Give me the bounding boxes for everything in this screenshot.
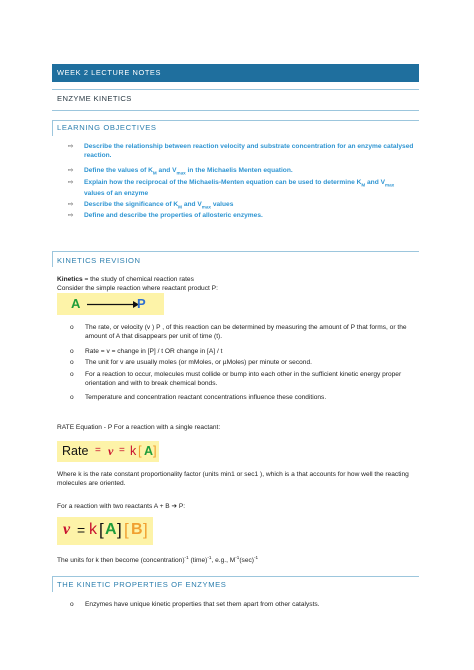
learning-objectives-title: LEARNING OBJECTIVES: [57, 123, 157, 132]
arrow-right-icon: ⇨: [68, 167, 74, 174]
objective-item: [68, 200, 234, 210]
objective-item: [68, 211, 263, 220]
bullet-marker: o: [70, 394, 74, 401]
reactant-a: A: [71, 296, 81, 311]
reactant-a: A: [105, 521, 117, 538]
rate-constant-k: k: [130, 444, 137, 458]
week-header-text: WEEK 2 LECTURE NOTES: [57, 68, 161, 77]
bullet-marker: o: [70, 601, 74, 608]
rate-constant-k: k: [89, 521, 97, 538]
left-bracket: [: [124, 520, 129, 539]
section-rule-side: [52, 120, 53, 136]
objective-text: Describe the relationship between reaction velocity and substrate concentration for an enzyme catalysed reaction.: [84, 143, 414, 159]
equals-sign: =: [119, 445, 125, 456]
arrow-right-icon: ⇨: [68, 179, 74, 186]
kinetics-definition: [57, 275, 194, 284]
two-reactant-equation-box: [57, 517, 153, 545]
section-rule: [52, 251, 419, 252]
rate-constant-description: Where k is the rate constant proportionality factor (units min1 or sec1 ), which is a that accounts for how well the reacting molecules are oriented.: [57, 471, 409, 488]
kinetics-revision-title: KINETICS REVISION: [57, 256, 141, 265]
objective-text: Explain how the reciprocal of the Michaelis-Menten equation can be used to determine $K_M$ and $V_{max}$ values of an enzyme: [84, 179, 395, 198]
reaction-box: [57, 293, 164, 315]
consider-text: Consider the simple reaction where reactant product P:: [57, 285, 218, 292]
section-rule: [52, 120, 419, 121]
units-text: The units for k then become (concentration)$^{-1}$ (time)$^{-1}$, e.g., $M^{-1}(\sec)^{-1}$: [57, 555, 259, 565]
section-rule-side: [52, 576, 53, 592]
right-bracket: ]: [153, 443, 157, 458]
objective-text: Describe the significance of $K_M$ and $V_{max}$ values: [84, 201, 234, 210]
arrow-right-icon: ⇨: [68, 201, 74, 208]
divider-line: [52, 110, 419, 111]
velocity-symbol: v: [63, 521, 71, 538]
equals-sign: =: [77, 522, 86, 538]
week-header-bar: [52, 64, 419, 82]
bullet-marker: o: [70, 348, 74, 355]
objective-text: Define the values of $K_M$ and $V_{max}$ in the Michaelis Menten equation.: [84, 167, 293, 176]
equals-sign: =: [95, 445, 101, 456]
arrow-right-icon: ⇨: [68, 143, 74, 150]
list-item-text: The rate, or velocity (v ) P , of this reaction can be determined by measuring the amount of P that forms, or the amount of A that disappears per unit of time (t).: [85, 324, 407, 341]
kinetics-label: Kinetics: [57, 276, 83, 283]
rate-equation-intro: RATE Equation - P For a reaction with a single reactant:: [57, 424, 221, 431]
section-rule-side: [52, 251, 53, 267]
rate-word: Rate: [62, 444, 89, 458]
section-rule: [52, 576, 419, 577]
list-item-text: Temperature and concentration reactant concentrations influence these conditions.: [85, 394, 327, 401]
velocity-symbol: v: [108, 444, 114, 458]
kinetic-properties-title: THE KINETIC PROPERTIES OF ENZYMES: [57, 580, 227, 589]
reaction-arrow-icon: [87, 300, 139, 309]
list-item-text: For a reaction to occur, molecules must collide or bump into each other in the sufficient kinetic energy proper orientation and with to break chemical bonds.: [85, 371, 402, 388]
arrow-right-icon: ⇨: [68, 212, 74, 219]
list-item-text: The unit for v are usually moles (or mMoles, or µMoles) per minute or second.: [85, 359, 312, 366]
objective-text: Define and describe the properties of allosteric enzymes.: [84, 212, 263, 219]
right-bracket: ]: [143, 520, 148, 539]
two-reactants-text: For a reaction with two reactants A + B ➔ P:: [57, 503, 186, 510]
left-bracket: [: [99, 520, 104, 539]
divider-line: [52, 89, 419, 90]
kinetics-def-text: = the study of chemical reaction rates: [82, 276, 194, 283]
reactant-b: B: [131, 521, 143, 538]
left-bracket: [: [138, 443, 142, 458]
rate-equation-box: [57, 441, 159, 462]
product-p: P: [137, 296, 146, 311]
objective-item: [68, 178, 395, 198]
list-item-text: Rate = v = change in [P] / t OR change in [A] / t: [85, 348, 223, 355]
list-item-text: Enzymes have unique kinetic properties that set them apart from other catalysts.: [85, 601, 320, 608]
reactant-a: A: [144, 444, 154, 458]
objective-item: [68, 142, 414, 159]
bullet-marker: o: [70, 324, 74, 331]
right-bracket: ]: [117, 520, 122, 539]
bullet-marker: o: [70, 359, 74, 366]
bullet-marker: o: [70, 371, 74, 378]
objective-item: [68, 166, 293, 176]
topic-header-text: ENZYME KINETICS: [57, 94, 132, 103]
